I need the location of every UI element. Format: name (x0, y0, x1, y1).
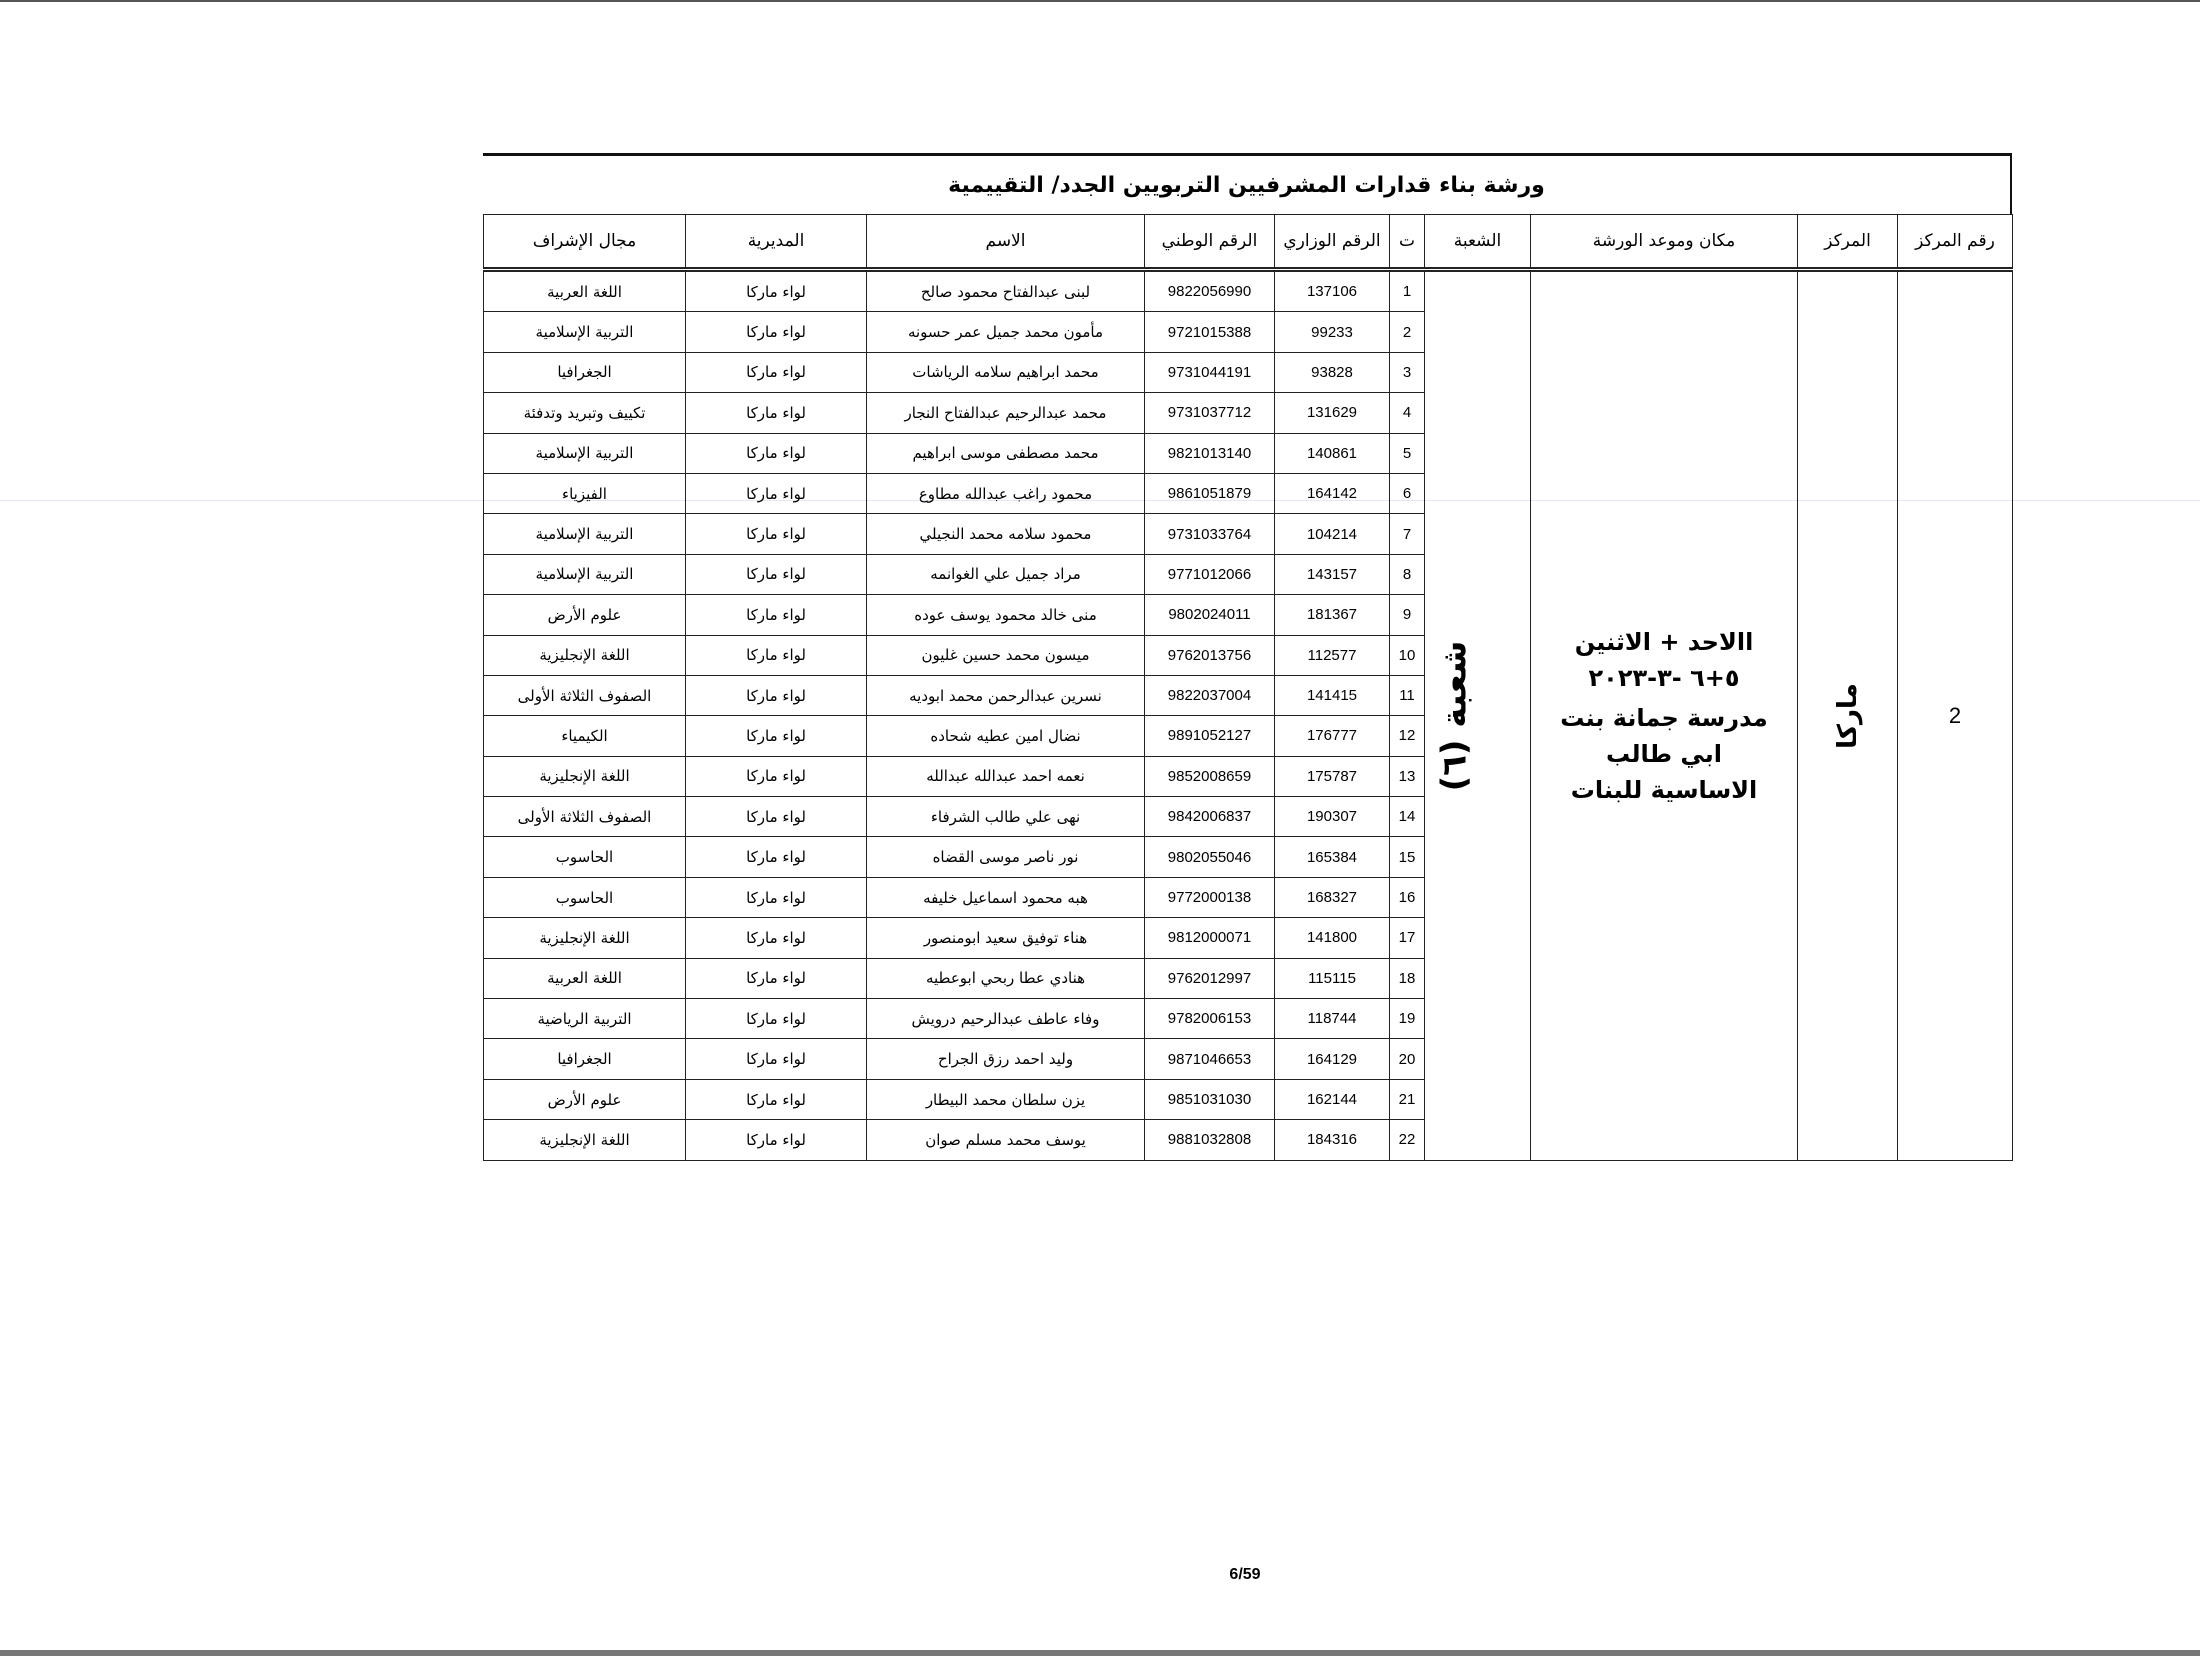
field-cell: الحاسوب (484, 877, 686, 917)
serial-cell: 8 (1390, 554, 1425, 594)
serial-cell: 4 (1390, 393, 1425, 433)
field-cell: علوم الأرض (484, 595, 686, 635)
header-section: الشعبة (1425, 215, 1531, 270)
national-id-cell: 9771012066 (1145, 554, 1275, 594)
field-cell: اللغة الإنجليزية (484, 1120, 686, 1160)
field-cell: الجغرافيا (484, 1039, 686, 1079)
header-directorate: المديرية (686, 215, 867, 270)
national-id-cell: 9881032808 (1145, 1120, 1275, 1160)
name-cell: محمود راغب عبدالله مطاوع (867, 473, 1145, 513)
field-cell: اللغة العربية (484, 958, 686, 998)
name-cell: محمد ابراهيم سلامه الرياشات (867, 352, 1145, 392)
field-cell: التربية الإسلامية (484, 514, 686, 554)
name-cell: نعمه احمد عبدالله عبدالله (867, 756, 1145, 796)
serial-cell: 7 (1390, 514, 1425, 554)
serial-cell: 15 (1390, 837, 1425, 877)
directorate-cell: لواء ماركا (686, 312, 867, 352)
serial-cell: 5 (1390, 433, 1425, 473)
ministry-id-cell: 165384 (1275, 837, 1390, 877)
ministry-id-cell: 104214 (1275, 514, 1390, 554)
name-cell: ميسون محمد حسين غليون (867, 635, 1145, 675)
ministry-id-cell: 143157 (1275, 554, 1390, 594)
name-cell: نهى علي طالب الشرفاء (867, 797, 1145, 837)
national-id-cell: 9731044191 (1145, 352, 1275, 392)
national-id-cell: 9852008659 (1145, 756, 1275, 796)
name-cell: محمد عبدالرحيم عبدالفتاح النجار (867, 393, 1145, 433)
directorate-cell: لواء ماركا (686, 635, 867, 675)
serial-cell: 1 (1390, 270, 1425, 312)
serial-cell: 9 (1390, 595, 1425, 635)
name-cell: نضال امين عطيه شحاده (867, 716, 1145, 756)
center-cell (1798, 270, 1898, 1161)
national-id-cell: 9782006153 (1145, 999, 1275, 1039)
directorate-cell: لواء ماركا (686, 393, 867, 433)
name-cell: لبنى عبدالفتاح محمود صالح (867, 270, 1145, 312)
name-cell: محمد مصطفى موسى ابراهيم (867, 433, 1145, 473)
directorate-cell: لواء ماركا (686, 675, 867, 715)
serial-cell: 16 (1390, 877, 1425, 917)
serial-cell: 3 (1390, 352, 1425, 392)
ministry-id-cell: 93828 (1275, 352, 1390, 392)
ministry-id-cell: 175787 (1275, 756, 1390, 796)
serial-cell: 10 (1390, 635, 1425, 675)
name-cell: هنادي عطا ربحي ابوعطيه (867, 958, 1145, 998)
directorate-cell: لواء ماركا (686, 999, 867, 1039)
national-id-cell: 9762012997 (1145, 958, 1275, 998)
directorate-cell: لواء ماركا (686, 473, 867, 513)
field-cell: علوم الأرض (484, 1079, 686, 1119)
serial-cell: 11 (1390, 675, 1425, 715)
directorate-cell: لواء ماركا (686, 554, 867, 594)
name-cell: محمود سلامه محمد النجيلي (867, 514, 1145, 554)
directorate-cell: لواء ماركا (686, 1079, 867, 1119)
field-cell: اللغة العربية (484, 270, 686, 312)
table-row (484, 270, 2013, 312)
ministry-id-cell: 131629 (1275, 393, 1390, 433)
field-cell: الكيمياء (484, 716, 686, 756)
serial-cell: 20 (1390, 1039, 1425, 1079)
national-id-cell: 9891052127 (1145, 716, 1275, 756)
directorate-cell: لواء ماركا (686, 270, 867, 312)
ministry-id-cell: 140861 (1275, 433, 1390, 473)
ministry-id-cell: 190307 (1275, 797, 1390, 837)
ministry-id-cell: 181367 (1275, 595, 1390, 635)
header-name: الاسم (867, 215, 1145, 270)
venue-school: مدرسة جمانة بنت ابي طالب الاساسية للبنات (1560, 703, 1768, 804)
field-cell: التربية الإسلامية (484, 433, 686, 473)
national-id-cell: 9851031030 (1145, 1079, 1275, 1119)
table-body (484, 270, 2013, 1161)
national-id-cell: 9871046653 (1145, 1039, 1275, 1079)
serial-cell: 17 (1390, 918, 1425, 958)
serial-cell: 18 (1390, 958, 1425, 998)
field-cell: اللغة الإنجليزية (484, 918, 686, 958)
venue-cell (1531, 270, 1798, 1161)
serial-cell: 22 (1390, 1120, 1425, 1160)
ministry-id-cell: 141415 (1275, 675, 1390, 715)
serial-cell: 12 (1390, 716, 1425, 756)
field-cell: اللغة الإنجليزية (484, 756, 686, 796)
ministry-id-cell: 164142 (1275, 473, 1390, 513)
national-id-cell: 9802055046 (1145, 837, 1275, 877)
national-id-cell: 9822037004 (1145, 675, 1275, 715)
bottom-border-band (0, 1650, 2200, 1656)
serial-cell: 6 (1390, 473, 1425, 513)
name-cell: نسرين عبدالرحمن محمد ابوديه (867, 675, 1145, 715)
field-cell: تكييف وتبريد وتدفئة (484, 393, 686, 433)
national-id-cell: 9731037712 (1145, 393, 1275, 433)
directorate-cell: لواء ماركا (686, 797, 867, 837)
ministry-id-cell: 115115 (1275, 958, 1390, 998)
section-cell (1425, 270, 1531, 1161)
serial-cell: 19 (1390, 999, 1425, 1039)
directorate-cell: لواء ماركا (686, 433, 867, 473)
ministry-id-cell: 112577 (1275, 635, 1390, 675)
directorate-cell: لواء ماركا (686, 1039, 867, 1079)
header-supervision-field: مجال الإشراف (484, 215, 686, 270)
directorate-cell: لواء ماركا (686, 958, 867, 998)
directorate-cell: لواء ماركا (686, 1120, 867, 1160)
venue-block (1531, 624, 1797, 808)
national-id-cell: 9802024011 (1145, 595, 1275, 635)
field-cell: الجغرافيا (484, 352, 686, 392)
name-cell: مأمون محمد جميل عمر حسونه (867, 312, 1145, 352)
section-label: شعبة (٦) (1434, 640, 1475, 792)
directorate-cell: لواء ماركا (686, 595, 867, 635)
name-cell: وليد احمد رزق الجراح (867, 1039, 1145, 1079)
serial-cell: 2 (1390, 312, 1425, 352)
national-id-cell: 9772000138 (1145, 877, 1275, 917)
name-cell: وفاء عاطف عبدالرحيم درويش (867, 999, 1145, 1039)
national-id-cell: 9721015388 (1145, 312, 1275, 352)
directorate-cell: لواء ماركا (686, 514, 867, 554)
name-cell: مراد جميل علي الغوانمه (867, 554, 1145, 594)
field-cell: الصفوف الثلاثة الأولى (484, 797, 686, 837)
national-id-cell: 9762013756 (1145, 635, 1275, 675)
ministry-id-cell: 141800 (1275, 918, 1390, 958)
center-number-cell (1898, 270, 2013, 1161)
name-cell: هناء توفيق سعيد ابومنصور (867, 918, 1145, 958)
document-sheet (483, 153, 2012, 1161)
field-cell: الحاسوب (484, 837, 686, 877)
header-center-number: رقم المركز (1898, 215, 2013, 270)
national-id-cell: 9812000071 (1145, 918, 1275, 958)
name-cell: نور ناصر موسى القضاه (867, 837, 1145, 877)
directorate-cell: لواء ماركا (686, 756, 867, 796)
header-serial: ت (1390, 215, 1425, 270)
directorate-cell: لواء ماركا (686, 716, 867, 756)
document-title: ورشة بناء قدارات المشرفيين التربويين الجدد/ التقييمية (483, 153, 2012, 214)
serial-cell: 21 (1390, 1079, 1425, 1119)
venue-date: االاحد + الاثنين ٥+٦ -٣-٢٠٢٣ (1574, 627, 1754, 692)
ministry-id-cell: 99233 (1275, 312, 1390, 352)
name-cell: منى خالد محمود يوسف عوده (867, 595, 1145, 635)
header-center: المركز (1798, 215, 1898, 270)
serial-cell: 13 (1390, 756, 1425, 796)
ministry-id-cell: 164129 (1275, 1039, 1390, 1079)
header-ministry-id: الرقم الوزاري (1275, 215, 1390, 270)
header-national-id: الرقم الوطني (1145, 215, 1275, 270)
field-cell: التربية الإسلامية (484, 554, 686, 594)
field-cell: الفيزياء (484, 473, 686, 513)
directorate-cell: لواء ماركا (686, 877, 867, 917)
national-id-cell: 9821013140 (1145, 433, 1275, 473)
center-number: 2 (1948, 702, 1962, 728)
name-cell: هبه محمود اسماعيل خليفه (867, 877, 1145, 917)
ministry-id-cell: 184316 (1275, 1120, 1390, 1160)
header-venue: مكان وموعد الورشة (1531, 215, 1798, 270)
ministry-id-cell: 162144 (1275, 1079, 1390, 1119)
top-border-line (0, 0, 2200, 2)
center-name: ماركا (1832, 682, 1863, 749)
field-cell: اللغة الإنجليزية (484, 635, 686, 675)
name-cell: يوسف محمد مسلم صوان (867, 1120, 1145, 1160)
page-number: 6/59 (1229, 1566, 1261, 1583)
directorate-cell: لواء ماركا (686, 918, 867, 958)
name-cell: يزن سلطان محمد البيطار (867, 1079, 1145, 1119)
directorate-cell: لواء ماركا (686, 352, 867, 392)
national-id-cell: 9842006837 (1145, 797, 1275, 837)
national-id-cell: 9731033764 (1145, 514, 1275, 554)
field-cell: التربية الإسلامية (484, 312, 686, 352)
national-id-cell: 9861051879 (1145, 473, 1275, 513)
ministry-id-cell: 137106 (1275, 270, 1390, 312)
participants-table (483, 214, 2013, 1161)
directorate-cell: لواء ماركا (686, 837, 867, 877)
national-id-cell: 9822056990 (1145, 270, 1275, 312)
serial-cell: 14 (1390, 797, 1425, 837)
ministry-id-cell: 168327 (1275, 877, 1390, 917)
field-cell: التربية الرياضية (484, 999, 686, 1039)
table-header-row (484, 215, 2013, 270)
field-cell: الصفوف الثلاثة الأولى (484, 675, 686, 715)
ministry-id-cell: 118744 (1275, 999, 1390, 1039)
ministry-id-cell: 176777 (1275, 716, 1390, 756)
